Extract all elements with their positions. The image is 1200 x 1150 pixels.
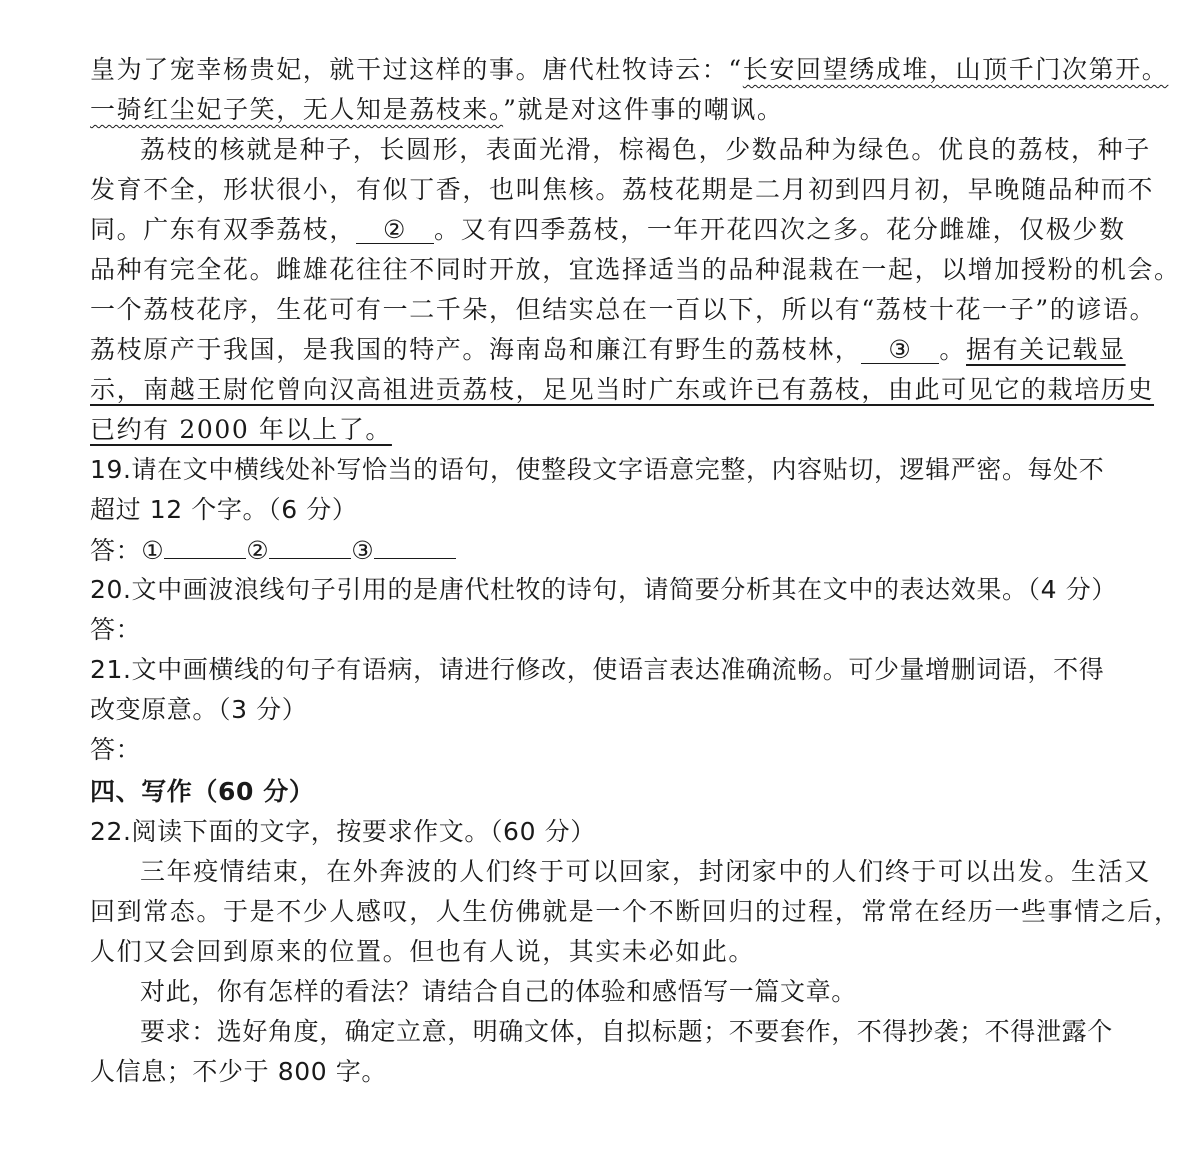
writing-requirement: 人信息；不少于 800 字。 [90,1057,388,1086]
passage-line [90,92,784,128]
passage-text: ”就是对这件事的嘲讽。 [503,95,784,124]
answer-blank-1[interactable] [164,532,246,559]
answer-mark: ② [246,536,270,565]
answer-mark: ① [141,536,165,565]
question-21-answer[interactable]: 答： [90,735,142,764]
question-20-answer[interactable]: 答： [90,615,142,644]
passage-text: 荔枝原产于我国，是我国的特产。海南岛和廉江有野生的荔枝林， [90,335,862,364]
question-19-line: 超过 12 个字。（6 分） [90,495,358,524]
material-line: 三年疫情结束，在外奔波的人们终于可以回家，封闭家中的人们终于可以出发。生活又 [140,857,1151,886]
writing-requirement: 要求：选好角度，确定立意，明确文体，自拟标题；不要套作，不得抄袭；不得泄露个 [140,1017,1113,1046]
fill-blank-2[interactable]: ② [356,217,434,244]
passage-text: 。又有四季荔枝，一年开花四次之多。花分雌雄，仅极少数 [434,215,1126,244]
question-19-line: 19.请在文中横线处补写恰当的语句，使整段文字语意完整，内容贴切，逻辑严密。每处不 [90,455,1105,484]
answer-blank-2[interactable] [269,532,351,559]
fill-blank-3[interactable]: ③ [861,337,939,364]
material-line: 回到常态。于是不少人感叹，人生仿佛就是一个不断回归的过程，常常在经历一些事情之后， [90,897,1181,926]
passage-line: 品种有完全花。雌雄花往往不同时开放，宜选择适当的品种混栽在一起，以增加授粉的机会。 [90,255,1181,284]
underlined-sentence: 示，南越王尉佗曾向汉高祖进贡荔枝，足见当时广东或许已有荔枝，由此可见它的栽培历史 [90,375,1155,404]
passage-line: 一个荔枝花序，生花可有一二千朵，但结实总在一百以下，所以有“荔枝十花一子”的谚语。 [90,295,1157,324]
answer-label: 答： [90,536,142,565]
passage-line [90,52,1168,88]
question-22-line: 22.阅读下面的文字，按要求作文。（60 分） [90,817,596,846]
wavy-quote: 一骑红尘妃子笑，无人知是荔枝来。 [90,95,504,124]
question-21-line: 21.文中画横线的句子有语病，请进行修改，使语言表达准确流畅。可少量增删词语，不得 [90,655,1105,684]
passage-line: 荔枝的核就是种子，长圆形，表面光滑，棕褐色，少数品种为绿色。优良的荔枝，种子 [140,135,1151,164]
underlined-sentence: 据有关记载显 [966,335,1126,364]
passage-line [90,412,392,448]
question-19-answer [90,532,456,569]
underlined-sentence: 已约有 2000 年以上了。 [90,415,392,444]
passage-text: 皇为了宠幸杨贵妃，就干过这样的事。唐代杜牧诗云：“ [90,55,743,84]
passage-line [90,372,1154,408]
passage-line: 发育不全，形状很小，有似丁香，也叫焦核。荔枝花期是二月初到四月初，早晚随品种而不 [90,175,1155,204]
passage-line [90,212,1126,248]
question-20-line: 20.文中画波浪线句子引用的是唐代杜牧的诗句，请简要分析其在文中的表达效果。（4 分） [90,575,1117,604]
writing-task: 对此，你有怎样的看法？请结合自己的体验和感悟写一篇文章。 [140,977,857,1006]
material-line: 人们又会回到原来的位置。但也有人说，其实未必如此。 [90,937,756,966]
wavy-quote: 长安回望绣成堆，山顶千门次第开。 [742,55,1169,84]
passage-line [90,332,1126,368]
passage-text: 同。广东有双季荔枝， [90,215,357,244]
answer-mark: ③ [351,536,375,565]
question-21-line: 改变原意。（3 分） [90,695,308,724]
section-title: 四、写作（60 分） [90,777,315,806]
passage-text: 。 [939,335,967,364]
answer-blank-3[interactable] [374,532,456,559]
